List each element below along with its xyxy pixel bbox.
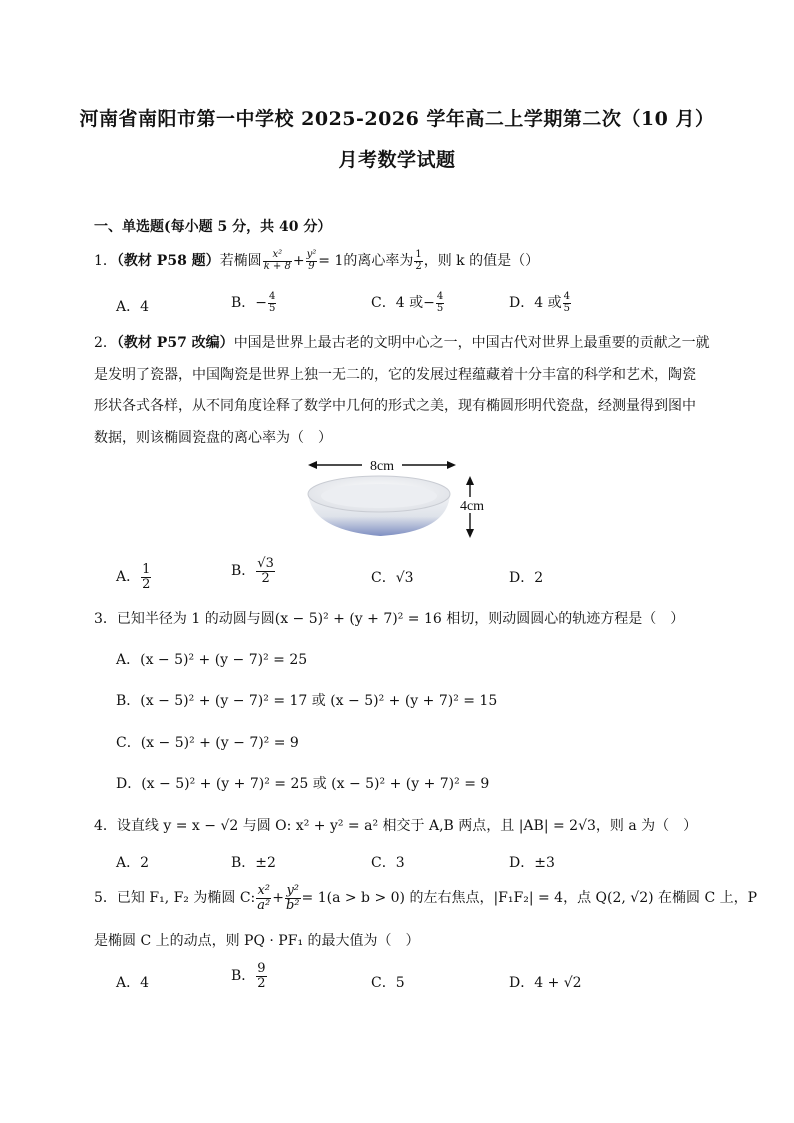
width-arrow-right	[447, 461, 456, 469]
q5-option-a: A．4	[116, 975, 150, 991]
q4-option-a: A．2	[116, 855, 150, 871]
q1-half: $\frac{1}{2}$	[415, 249, 422, 272]
q1-text-b: 的离心率为	[343, 253, 414, 269]
q1-option-c: C．4 或− $\frac{4}{5}$	[371, 291, 444, 314]
q5-option-d: D．4 + √2	[509, 975, 582, 991]
question-2-line-2: 是发明了瓷器，中国陶瓷是世界上独一无二的，它的发展过程蕴藏着十分丰富的科学和艺术，陶瓷	[94, 367, 696, 383]
q1-text-a: 若椭圆	[219, 253, 262, 269]
q1-frac-y: $\frac{\text{y²}}{9}$	[306, 249, 317, 272]
q3-option-b: B．(x − 5)² + (y − 7)² = 17 或 (x − 5)² + (y + 7)² = 15	[116, 693, 498, 709]
question-1	[94, 250, 539, 272]
q3-option-c: C．(x − 5)² + (y − 7)² = 9	[116, 735, 299, 751]
plate-figure	[300, 452, 500, 552]
q4-option-c: C．3	[371, 855, 405, 871]
q1-frac-x: $\frac{\text{x²}}{k + 8}$	[263, 249, 291, 272]
width-arrow-left	[308, 461, 317, 469]
section-heading: 一、单选题(每小题 5 分，共 40 分）	[94, 219, 332, 235]
question-4: 4．设直线 y = x − √2 与圆 O: x² + y² = a² 相交于 A,B 两点，且 |AB| = 2√3，则 a 为（ ）	[94, 818, 698, 834]
question-5-line-2: 是椭圆 C 上的动点，则 PQ · PF₁ 的最大值为（ ）	[94, 933, 420, 949]
question-2-line-1: 2．（教材 P57 改编）中国是世界上最古老的文明中心之一，中国古代对世界上最重要的贡献之一就	[94, 335, 710, 351]
q5-option-b: B． $\frac{9}{2}$	[231, 961, 266, 991]
q1-option-a: A．4	[116, 299, 150, 315]
question-5-line-1: 5．已知 F₁, F₂ 为椭圆 C: $\frac{\text{x²}}{\text{a²}}$ + $\frac{\text{y²}}{\text{b²}}$ = 1(a > b > 0) 的左右焦点，|F₁F₂| = 4，点 Q(2, √2) 在椭圆 C 上，P	[94, 883, 758, 913]
q1-option-b: B．− $\frac{4}{5}$	[231, 291, 276, 314]
height-label: 4cm	[459, 499, 485, 514]
q3-option-a: A．(x − 5)² + (y − 7)² = 25	[116, 652, 308, 668]
q2-option-a: A． $\frac{1}{2}$	[116, 562, 151, 592]
q1-plus: +	[292, 253, 305, 269]
q2-option-d: D．2	[509, 570, 544, 586]
question-2-line-3: 形状各式各样，从不同角度诠释了数学中几何的形式之美，现有椭圆形明代瓷盘，经测量得到图中	[94, 398, 696, 414]
height-arrow-top	[466, 476, 474, 485]
q1-option-d: D．4 或 $\frac{4}{5}$	[509, 291, 570, 314]
plate-inner	[321, 484, 437, 508]
q1-number: 1．	[94, 253, 117, 269]
q4-option-d: D．±3	[509, 855, 555, 871]
title-line-2: 月考数学试题	[338, 149, 456, 171]
question-3: 3．已知半径为 1 的动圆与圆(x − 5)² + (y + 7)² = 16 相切，则动圆圆心的轨迹方程是（ ）	[94, 611, 685, 627]
q1-eq: = 1	[318, 253, 344, 269]
q5-option-c: C．5	[371, 975, 405, 991]
q2-option-c: C．√3	[371, 570, 414, 586]
q1-source: （教材 P58 题）	[116, 253, 220, 269]
question-2-line-4: 数据，则该椭圆瓷盘的离心率为（ ）	[94, 430, 332, 446]
title-line-1: 河南省南阳市第一中学校 2025-2026 学年高二上学期第二次（10 月）	[79, 108, 715, 130]
q3-option-d: D．(x − 5)² + (y + 7)² = 25 或 (x − 5)² + (y + 7)² = 9	[116, 776, 490, 792]
q1-text-c: ，则 k 的值是（）	[423, 253, 540, 269]
height-arrow-bottom	[466, 529, 474, 538]
q4-option-b: B．±2	[231, 855, 276, 871]
width-label: 8cm	[369, 459, 395, 474]
q2-option-b: B． $\frac{√3}{2}$	[231, 556, 274, 586]
